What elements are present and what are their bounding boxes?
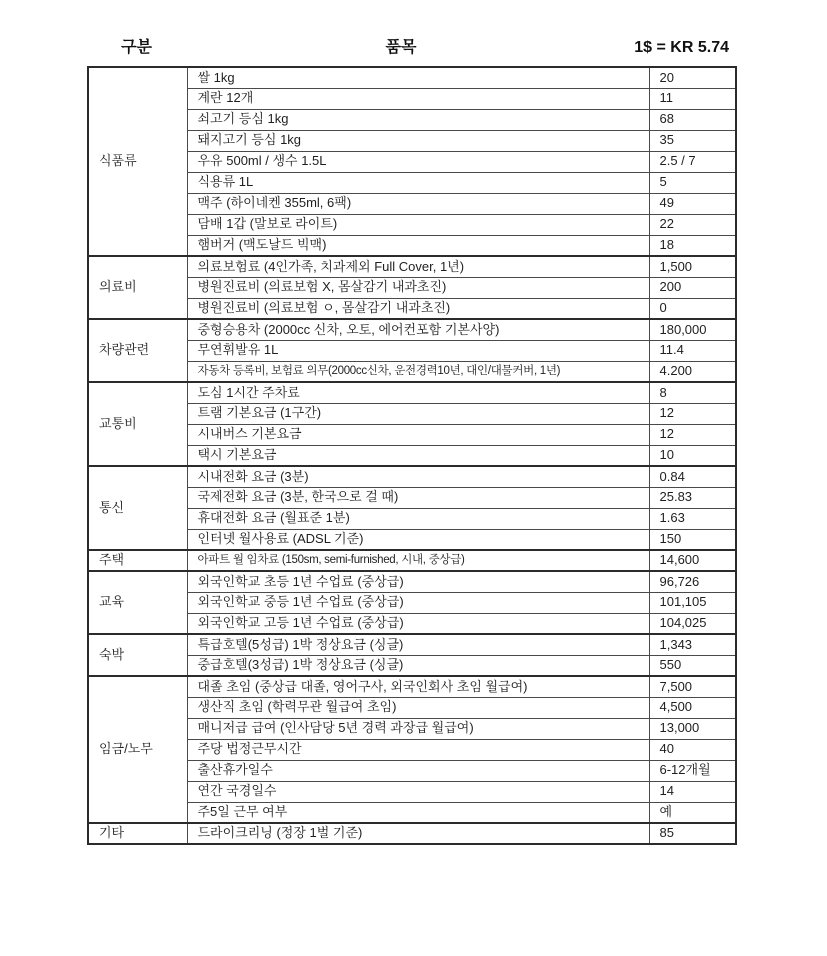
category-cell: 기타 bbox=[88, 823, 187, 844]
category-cell: 차량관련 bbox=[88, 319, 187, 382]
item-cell: 대졸 초임 (중상급 대졸, 영어구사, 외국인회사 초임 월급여) bbox=[187, 676, 649, 697]
value-cell: 40 bbox=[649, 739, 736, 760]
table-row bbox=[88, 67, 736, 88]
item-cell: 쇠고기 등심 1kg bbox=[187, 109, 649, 130]
item-cell: 트램 기본요금 (1구간) bbox=[187, 403, 649, 424]
item-cell: 주5일 근무 여부 bbox=[187, 802, 649, 823]
value-cell: 14 bbox=[649, 781, 736, 802]
item-cell: 휴대전화 요금 (월표준 1분) bbox=[187, 508, 649, 529]
category-cell: 식품류 bbox=[88, 67, 187, 256]
table-row bbox=[88, 823, 736, 844]
item-cell: 맥주 (하이네켄 355ml, 6팩) bbox=[187, 193, 649, 214]
value-cell: 1.63 bbox=[649, 508, 736, 529]
value-cell: 0.84 bbox=[649, 466, 736, 487]
category-cell: 주택 bbox=[88, 550, 187, 571]
value-cell: 14,600 bbox=[649, 550, 736, 571]
value-cell: 10 bbox=[649, 445, 736, 466]
item-cell: 병원진료비 (의료보험 ㅇ, 몸살감기 내과초진) bbox=[187, 298, 649, 319]
value-cell: 5 bbox=[649, 172, 736, 193]
item-cell: 중형승용차 (2000cc 신차, 오토, 에어컨포함 기본사양) bbox=[187, 319, 649, 340]
item-cell: 병원진료비 (의료보험 X, 몸살감기 내과초진) bbox=[187, 277, 649, 298]
value-cell: 22 bbox=[649, 214, 736, 235]
value-cell: 1,343 bbox=[649, 634, 736, 655]
item-cell: 외국인학교 고등 1년 수업료 (중상급) bbox=[187, 613, 649, 634]
value-cell: 25.83 bbox=[649, 487, 736, 508]
cost-table-body bbox=[88, 67, 736, 844]
item-cell: 자동차 등록비, 보험료 의무(2000cc신차, 운전경력10년, 대인/대물커버, 1년) bbox=[187, 361, 649, 382]
item-cell: 담배 1갑 (말보로 라이트) bbox=[187, 214, 649, 235]
item-cell: 국제전화 요금 (3분, 한국으로 걸 때) bbox=[187, 487, 649, 508]
table-row bbox=[88, 676, 736, 697]
item-cell: 주당 법정근무시간 bbox=[187, 739, 649, 760]
table-row bbox=[88, 256, 736, 277]
item-cell: 햄버거 (맥도날드 빅맥) bbox=[187, 235, 649, 256]
category-cell: 숙박 bbox=[88, 634, 187, 676]
value-cell: 49 bbox=[649, 193, 736, 214]
value-cell: 180,000 bbox=[649, 319, 736, 340]
item-cell: 우유 500ml / 생수 1.5L bbox=[187, 151, 649, 172]
item-cell: 중급호텔(3성급) 1박 정상요금 (싱글) bbox=[187, 655, 649, 676]
table-row bbox=[88, 550, 736, 571]
value-cell: 11.4 bbox=[649, 340, 736, 361]
value-cell: 11 bbox=[649, 88, 736, 109]
item-cell: 시내전화 요금 (3분) bbox=[187, 466, 649, 487]
value-cell: 101,105 bbox=[649, 592, 736, 613]
table-row bbox=[88, 634, 736, 655]
value-cell: 96,726 bbox=[649, 571, 736, 592]
item-cell: 의료보험료 (4인가족, 치과제외 Full Cover, 1년) bbox=[187, 256, 649, 277]
table-header bbox=[0, 0, 827, 66]
item-cell: 매니저급 급여 (인사담당 5년 경력 과장급 월급여) bbox=[187, 718, 649, 739]
item-cell: 외국인학교 중등 1년 수업료 (중상급) bbox=[187, 592, 649, 613]
item-cell: 아파트 월 임차료 (150sm, semi-furnished, 시내, 중상급) bbox=[187, 550, 649, 571]
value-cell: 예 bbox=[649, 802, 736, 823]
item-cell: 출산휴가일수 bbox=[187, 760, 649, 781]
value-cell: 200 bbox=[649, 277, 736, 298]
value-cell: 18 bbox=[649, 235, 736, 256]
item-cell: 특급호텔(5성급) 1박 정상요금 (싱글) bbox=[187, 634, 649, 655]
table-row bbox=[88, 571, 736, 592]
item-cell: 인터넷 월사용료 (ADSL 기준) bbox=[187, 529, 649, 550]
cost-of-living-table bbox=[87, 66, 737, 845]
value-cell: 7,500 bbox=[649, 676, 736, 697]
value-cell: 85 bbox=[649, 823, 736, 844]
value-cell: 12 bbox=[649, 403, 736, 424]
value-cell: 550 bbox=[649, 655, 736, 676]
category-cell: 임금/노무 bbox=[88, 676, 187, 823]
value-cell: 12 bbox=[649, 424, 736, 445]
item-cell: 돼지고기 등심 1kg bbox=[187, 130, 649, 151]
item-cell: 연간 국경일수 bbox=[187, 781, 649, 802]
value-cell: 68 bbox=[649, 109, 736, 130]
item-cell: 생산직 초임 (학력무관 월급여 초임) bbox=[187, 697, 649, 718]
value-cell: 1,500 bbox=[649, 256, 736, 277]
category-cell: 의료비 bbox=[88, 256, 187, 319]
category-cell: 통신 bbox=[88, 466, 187, 550]
table-row bbox=[88, 319, 736, 340]
value-cell: 20 bbox=[649, 67, 736, 88]
item-cell: 외국인학교 초등 1년 수업료 (중상급) bbox=[187, 571, 649, 592]
exchange-rate-label: 1$ = KR 5.74 bbox=[634, 39, 729, 56]
item-cell: 식용류 1L bbox=[187, 172, 649, 193]
item-cell: 쌀 1kg bbox=[187, 67, 649, 88]
value-cell: 150 bbox=[649, 529, 736, 550]
item-cell: 계란 12개 bbox=[187, 88, 649, 109]
item-cell: 무연휘발유 1L bbox=[187, 340, 649, 361]
category-cell: 교통비 bbox=[88, 382, 187, 466]
value-cell: 4,500 bbox=[649, 697, 736, 718]
value-cell: 2.5 / 7 bbox=[649, 151, 736, 172]
category-cell: 교육 bbox=[88, 571, 187, 634]
column-header-category: 구분 bbox=[121, 39, 152, 56]
value-cell: 104,025 bbox=[649, 613, 736, 634]
column-header-item: 품목 bbox=[385, 39, 417, 56]
value-cell: 13,000 bbox=[649, 718, 736, 739]
item-cell: 드라이크리닝 (정장 1벌 기준) bbox=[187, 823, 649, 844]
table-row bbox=[88, 382, 736, 403]
table-row bbox=[88, 466, 736, 487]
value-cell: 4.200 bbox=[649, 361, 736, 382]
item-cell: 택시 기본요금 bbox=[187, 445, 649, 466]
value-cell: 0 bbox=[649, 298, 736, 319]
value-cell: 8 bbox=[649, 382, 736, 403]
item-cell: 시내버스 기본요금 bbox=[187, 424, 649, 445]
item-cell: 도심 1시간 주차료 bbox=[187, 382, 649, 403]
value-cell: 6-12개월 bbox=[649, 760, 736, 781]
value-cell: 35 bbox=[649, 130, 736, 151]
